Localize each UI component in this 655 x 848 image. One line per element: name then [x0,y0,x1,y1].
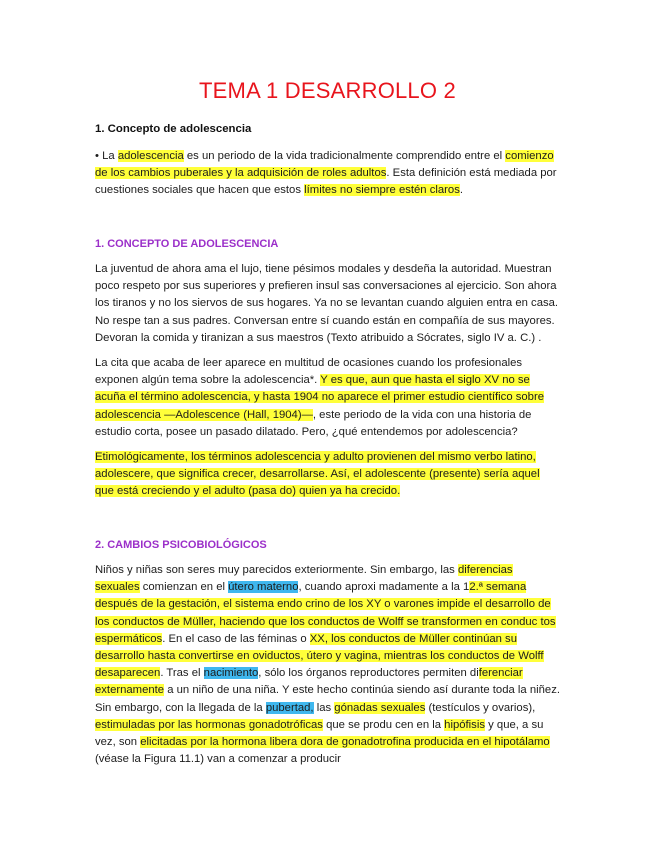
highlighted-text: ferenciar externamente [95,667,523,697]
text-run: . Esta definición está mediada por cuestiones sociales que hacen que estos [95,167,557,197]
highlighted-text: comienzo de los cambios puberales y la adquisición de roles adultos [95,150,554,180]
text-run: comienzan en el [139,581,229,594]
text-run: que se produ cen en la [322,718,445,731]
text-run: , sólo los órganos reproductores permiten di [258,667,479,680]
highlighted-text-blue: útero materno [228,581,299,594]
text-run: las [313,701,335,714]
paragraph-cambios [95,562,560,768]
highlighted-text: diferencias sexuales [95,564,513,594]
text-run: , cuando aproxi madamente a la 1 [298,581,470,594]
highlighted-text: Etimológicamente, los términos adolescencia y adulto provienen del mismo verbo latino, adolescere, que significa crecer, desarrollarse. Así, el adolescente (presente) sería aquel que está creciendo y el adulto (pasa do) quien ya ha crecido. [95,451,540,498]
text-run: La cita que acaba de leer aparece en multitud de ocasiones cuando los profesionales exponen algún tema sobre la adolescencia*. [95,357,523,387]
highlighted-text: hipófisis [444,718,485,731]
text-run: es un periodo de la vida tradicionalmente comprendido entre el [183,150,506,162]
highlighted-text: estimuladas por las hormonas gonadotróficas [95,718,323,731]
text-run: Niños y niñas son seres muy parecidos exteriormente. Sin embargo, las [95,564,458,576]
paragraph-definicion [95,148,560,200]
text-run: La juventud de ahora ama el lujo, tiene pésimos modales y desdeña la autoridad. Muestran poco respeto por sus superiores y prefieren insul sas conversaciones al ejercicio. Son ahora los tiranos y no los siervos de sus hogares. Ya no se levantan cuando alguien entra en casa. No respe tan a sus padres. Conversan entre sí cuando están en compañía de sus mayores. Devoran la comida y tiranizan a sus maestros (Texto atribuido a Sócrates, siglo IV a. C.) . [95,263,559,344]
text-run: . [459,184,463,197]
text-run: a un niño de una niña. Y este hecho continúa siendo así durante toda la niñez. Sin embargo, con la llegada de la [95,684,560,714]
text-run: (testículos y ovarios), [425,701,536,714]
highlighted-text: Y es que, aun que hasta el siglo XV no se acuña el término adolescencia, y hasta 1904 no aparece el primer estudio científico sobre adolescencia —Adolescence (Hall, 1904)— [95,374,545,421]
highlighted-text: adolescencia [117,150,184,162]
text-run: • La [95,150,118,162]
paragraph-etimologia [95,449,560,501]
highlighted-text-blue: nacimiento [203,667,259,680]
text-run: . Tras el [160,667,204,680]
text-run: . En el caso de las féminas o [162,632,310,645]
highlighted-text: elicitadas por la hormona libera dora de gonadotrofina producida en el hipotálamo [140,736,550,749]
highlighted-text: XX, los conductos de Müller continúan su desarrollo hasta convertirse en oviductos, útero y vagina, mientras los conductos de Wolff desaparecen [95,632,544,680]
section-heading-cambios-psicobiologicos: 2. CAMBIOS PSICOBIOLÓGICOS [95,539,267,551]
text-run: y que, a su vez, son [95,718,544,749]
section-heading-concepto: 1. Concepto de adolescencia [95,123,252,135]
text-run: (véase la Figura 11.1) van a comenzar a producir [95,753,341,766]
text-run: , este periodo de la vida con una historia de estudio corta, posee un pasado dilatado. Pero, ¿qué entendemos por adolescencia? [95,408,532,438]
highlighted-text: gónadas sexuales [334,701,426,714]
paragraph-historia [95,355,560,441]
document-title: TEMA 1 DESARROLLO 2 [199,78,456,103]
paragraph-socrates-quote [95,261,560,347]
highlighted-text: límites no siempre estén claros [304,184,460,197]
highlighted-text-blue: pubertad, [265,701,314,714]
section-heading-concepto-adolescencia: 1. CONCEPTO DE ADOLESCENCIA [95,238,279,250]
highlighted-text: 2.ª semana después de la gestación, el sistema endo crino de los XY o varones impide el desarrollo de los conductos de Müller, haciendo que los conductos de Wolff se transformen en conduc tos espermáticos [95,581,556,645]
